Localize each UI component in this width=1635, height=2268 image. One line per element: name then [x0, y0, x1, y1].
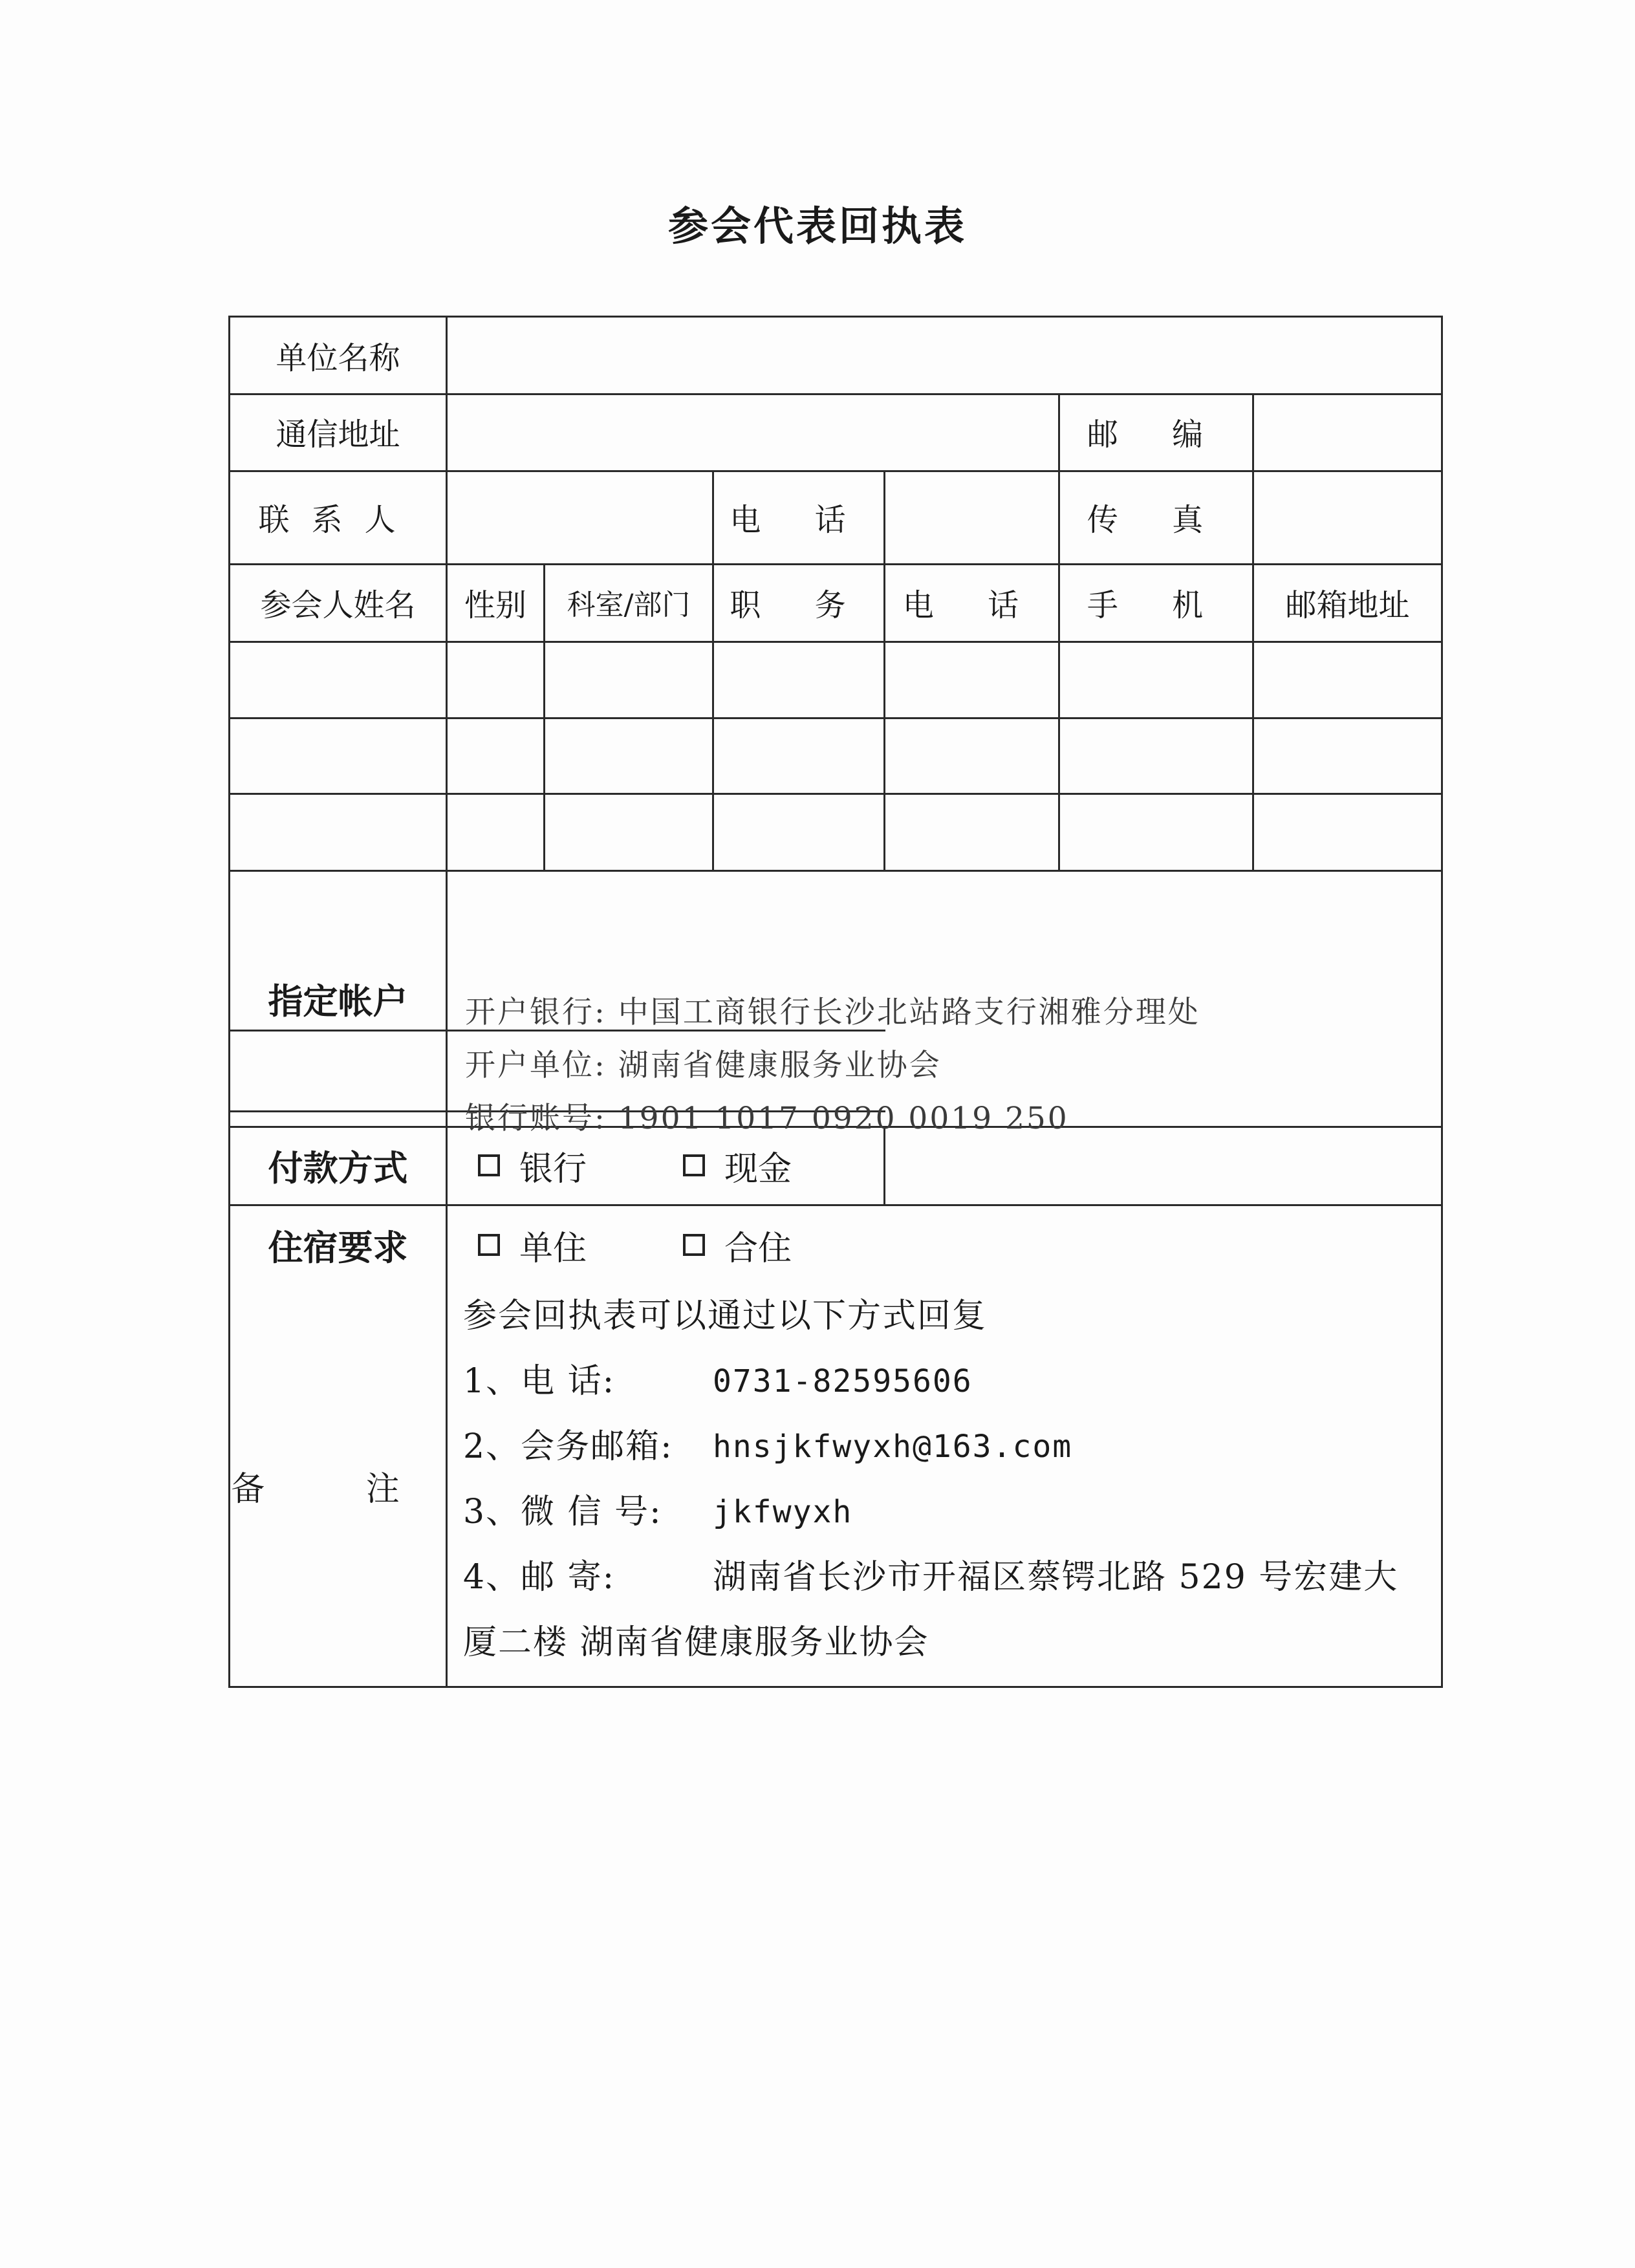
header-department: 科室/部门 — [567, 589, 691, 621]
lodging-option-shared[interactable] — [683, 1206, 792, 1284]
notes-item-value: 0731-82595606 — [713, 1363, 973, 1399]
notes-item-value: hnsjkfwyxh@163.com — [713, 1429, 1073, 1465]
checkbox-icon[interactable] — [478, 1154, 500, 1176]
header-position: 职 务 — [730, 587, 868, 623]
row-line — [230, 793, 1441, 795]
checkbox-icon[interactable] — [478, 1234, 500, 1256]
notes-continuation: 厦二楼 湖南省健康服务业协会 — [463, 1623, 929, 1662]
account-holder-line: 开户单位: 湖南省健康服务业协会 — [465, 1048, 942, 1083]
postcode-label: 邮 编 — [1087, 416, 1226, 453]
payment-label: 付款方式 — [268, 1147, 408, 1189]
lodging-label: 住宿要求 — [268, 1227, 408, 1268]
header-gender: 性别 — [464, 587, 526, 623]
payment-option-cash[interactable] — [683, 1128, 792, 1203]
notes-item-label: 2、会务邮箱: — [463, 1427, 673, 1466]
lodging-option-single-label: 单住 — [519, 1229, 587, 1268]
notes-item-label: 3、微 信 号: — [463, 1493, 662, 1531]
notes-item-value: jkfwyxh — [713, 1494, 853, 1530]
phone-label: 电 话 — [730, 501, 868, 538]
notes-item — [463, 1480, 1433, 1545]
payment-option-bank-label: 银行 — [519, 1149, 587, 1189]
account-label: 指定帐户 — [268, 981, 408, 1022]
lodging-option-single[interactable] — [478, 1206, 587, 1284]
contact-label: 联系人 — [258, 501, 418, 538]
payment-option-bank[interactable] — [478, 1128, 587, 1203]
notes-content — [463, 1284, 1433, 1676]
account-number-line: 银行账号: 1901 1017 0920 0019 250 — [465, 1101, 1069, 1136]
header-phone: 电 话 — [902, 587, 1041, 623]
checkbox-icon[interactable] — [683, 1234, 705, 1256]
account-details — [465, 986, 1200, 1145]
notes-item-label: 1、电 话: — [463, 1362, 616, 1401]
notes-item — [463, 1414, 1433, 1480]
row-line — [230, 717, 1441, 719]
header-email: 邮箱地址 — [1285, 587, 1410, 623]
column-line — [883, 470, 885, 870]
notes-item-value: 湖南省长沙市开福区蔡锷北路 529 号宏建大 — [713, 1558, 1399, 1597]
column-line — [446, 318, 448, 1686]
payment-option-cash-label: 现金 — [724, 1149, 792, 1189]
notes-item — [463, 1349, 1433, 1414]
lodging-option-shared-label: 合住 — [724, 1229, 792, 1268]
checkbox-icon[interactable] — [683, 1154, 705, 1176]
notes-label: 备 注 — [231, 1470, 445, 1509]
header-name: 参会人姓名 — [260, 587, 416, 623]
page-title: 参会代表回执表 — [667, 202, 967, 250]
fax-label: 传 真 — [1087, 501, 1226, 538]
unit-name-label: 单位名称 — [276, 340, 400, 376]
bank-name-line: 开户银行: 中国工商银行长沙北站路支行湘雅分理处 — [465, 995, 1200, 1030]
header-mobile: 手 机 — [1087, 587, 1226, 623]
address-label: 通信地址 — [276, 416, 400, 453]
row-line — [230, 641, 1441, 643]
notes-item — [463, 1545, 1433, 1610]
notes-item-label: 4、邮 寄: — [463, 1558, 616, 1597]
notes-intro: 参会回执表可以通过以下方式回复 — [463, 1297, 988, 1335]
